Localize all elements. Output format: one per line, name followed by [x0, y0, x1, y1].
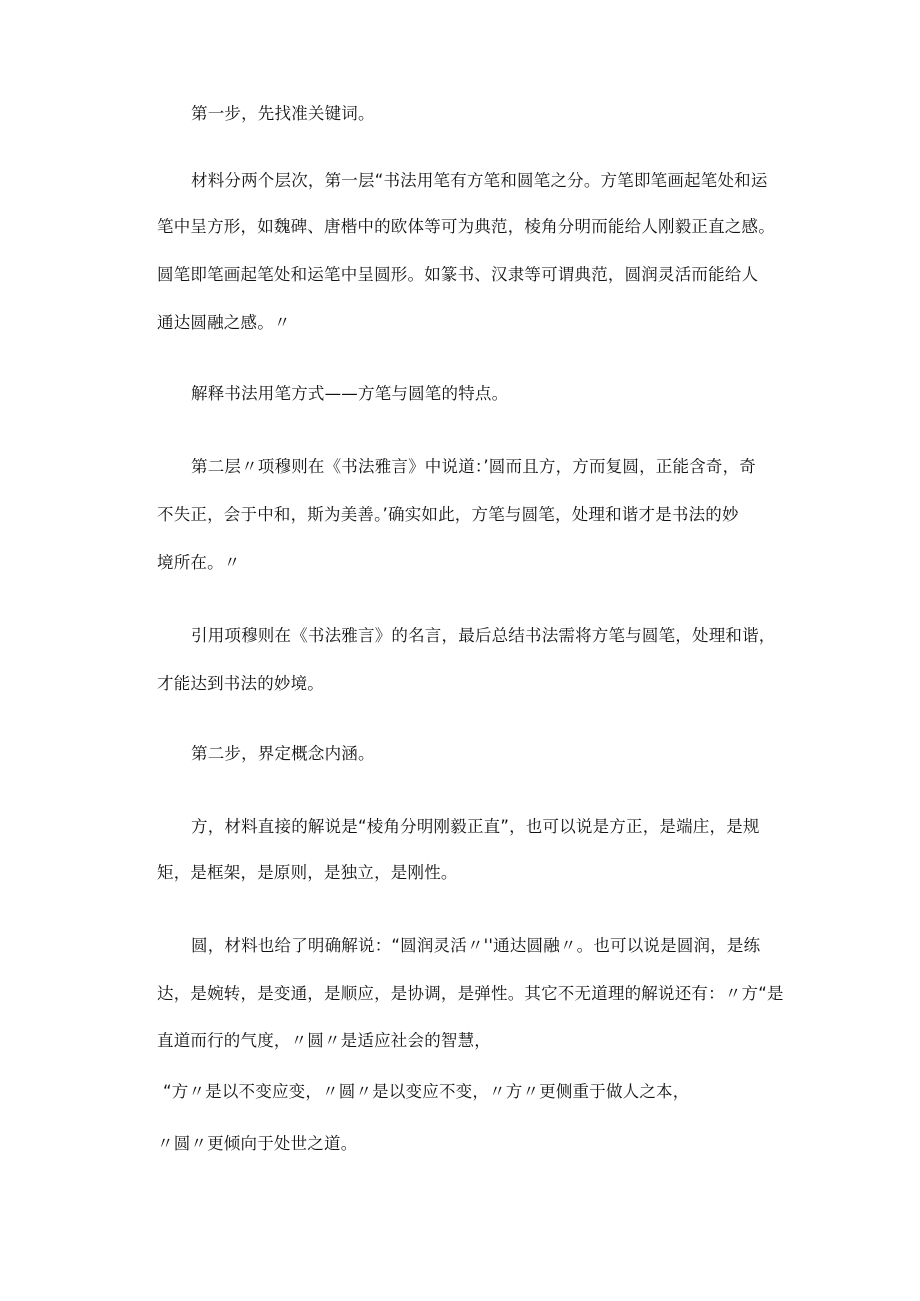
paragraph-step1-heading: 第一步，先找准关键词。	[191, 104, 375, 123]
paragraph-layer2-line-2: 不失正，会于中和，斯为美善。’确实如此，方笔与圆笔，处理和谐才是书法的妙	[157, 505, 739, 524]
paragraph-yuan-line-3: 直道而行的气度，〃圆〃是适应社会的智慧，	[157, 1031, 491, 1050]
paragraph-fang-line-1: 方，材料直接的解说是“棱角分明刚毅正直”，也可以说是方正，是端庄，是规	[191, 817, 760, 836]
paragraph-yuan-line-2: 达，是婉转，是变通，是顺应，是协调，是弹性。其它不无道理的解说还有：〃方“是	[157, 984, 784, 1003]
paragraph-material-line-4: 通达圆融之感。〃	[157, 313, 291, 332]
paragraph-material-line-1: 材料分两个层次，第一层“书法用笔有方笔和圆笔之分。方笔即笔画起笔处和运	[191, 171, 768, 190]
paragraph-quote-line-1: 引用项穆则在《书法雅言》的名言，最后总结书法需将方笔与圆笔，处理和谐，	[191, 626, 776, 645]
paragraph-quote-line-2: 才能达到书法的妙境。	[157, 674, 324, 693]
paragraph-layer2-line-1: 第二层〃项穆则在《书法雅言》中说道：’圆而且方，方而复圆，正能含奇，奇	[191, 457, 756, 476]
paragraph-fang-line-2: 矩，是框架，是原则，是独立，是刚性。	[157, 863, 458, 882]
paragraph-contrast-line-2: 〃圆〃更倾向于处世之道。	[157, 1134, 358, 1153]
paragraph-yuan-line-1: 圆，材料也给了明确解说：“圆润灵活〃''通达圆融〃。也可以说是圆润，是练	[191, 936, 761, 955]
paragraph-step2-heading: 第二步，界定概念内涵。	[191, 744, 375, 763]
paragraph-material-line-2: 笔中呈方形，如魏碑、唐楷中的欧体等可为典范，棱角分明而能给人刚毅正直之感。	[157, 217, 775, 236]
paragraph-explain-1: 解释书法用笔方式——方笔与圆笔的特点。	[191, 384, 509, 403]
paragraph-contrast-line-1: “方〃是以不变应变，〃圆〃是以变应不变，〃方〃更侧重于做人之本，	[163, 1082, 690, 1101]
paragraph-layer2-line-3: 境所在。〃	[157, 553, 241, 572]
paragraph-material-line-3: 圆笔即笔画起笔处和运笔中呈圆形。如篆书、汉隶等可谓典范，圆润灵活而能给人	[157, 265, 759, 284]
